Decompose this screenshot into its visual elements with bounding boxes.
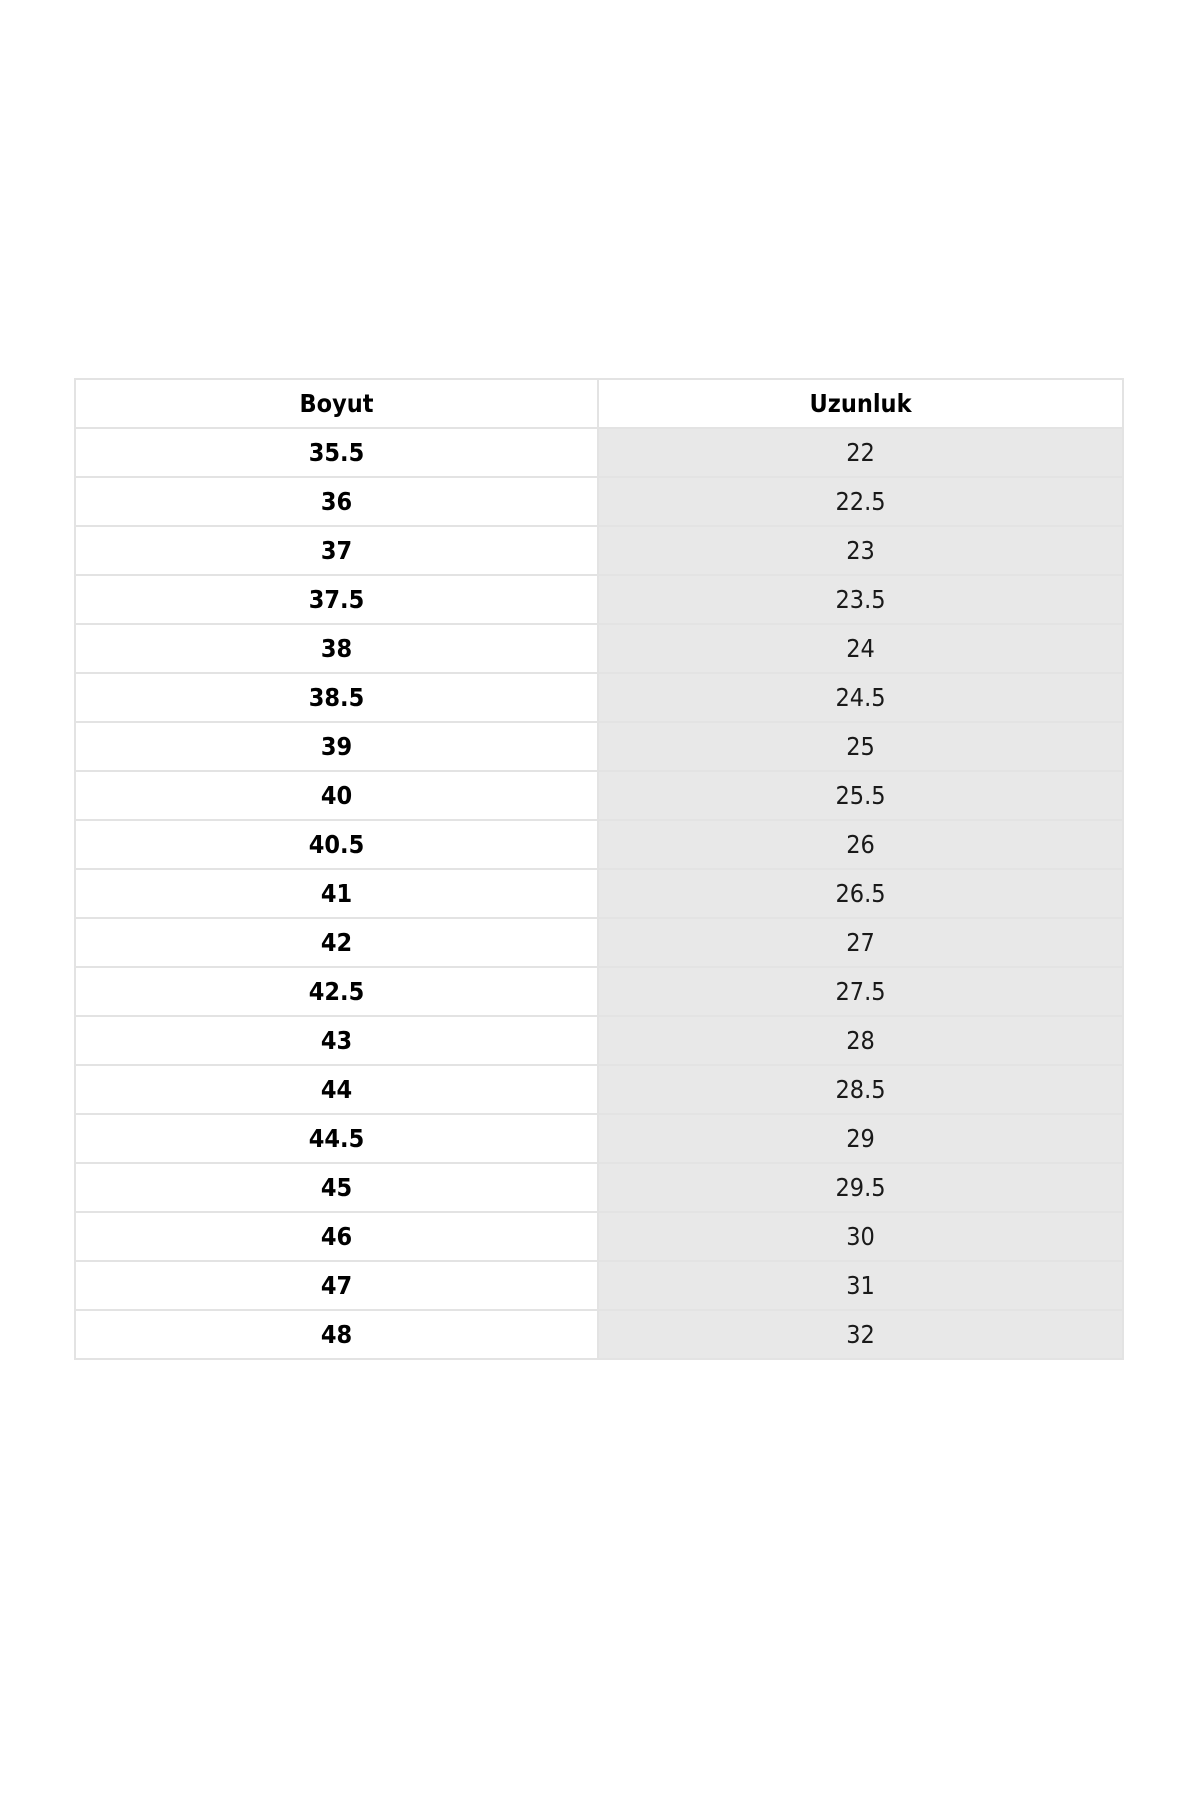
length-cell: 32 <box>598 1310 1123 1359</box>
table-row <box>75 771 1123 820</box>
length-cell: 26 <box>598 820 1123 869</box>
length-cell: 31 <box>598 1261 1123 1310</box>
table-row <box>75 918 1123 967</box>
length-cell: 30 <box>598 1212 1123 1261</box>
length-cell: 22.5 <box>598 477 1123 526</box>
size-cell: 45 <box>75 1163 598 1212</box>
size-cell: 36 <box>75 477 598 526</box>
length-cell: 23.5 <box>598 575 1123 624</box>
size-cell: 43 <box>75 1016 598 1065</box>
size-cell: 48 <box>75 1310 598 1359</box>
length-cell: 26.5 <box>598 869 1123 918</box>
table-row <box>75 722 1123 771</box>
table-row <box>75 673 1123 722</box>
size-cell: 42 <box>75 918 598 967</box>
size-cell: 46 <box>75 1212 598 1261</box>
size-cell: 37 <box>75 526 598 575</box>
size-cell: 40 <box>75 771 598 820</box>
size-cell: 42.5 <box>75 967 598 1016</box>
table-row <box>75 820 1123 869</box>
length-cell: 25 <box>598 722 1123 771</box>
length-cell: 22 <box>598 428 1123 477</box>
length-cell: 24 <box>598 624 1123 673</box>
size-cell: 37.5 <box>75 575 598 624</box>
table-row <box>75 575 1123 624</box>
table-row <box>75 1212 1123 1261</box>
table-row <box>75 1065 1123 1114</box>
length-cell: 29 <box>598 1114 1123 1163</box>
table-row <box>75 1163 1123 1212</box>
table-row <box>75 869 1123 918</box>
table-row <box>75 967 1123 1016</box>
table-row <box>75 1114 1123 1163</box>
table-row <box>75 526 1123 575</box>
size-cell: 40.5 <box>75 820 598 869</box>
length-cell: 24.5 <box>598 673 1123 722</box>
header-length: Uzunluk <box>598 379 1123 428</box>
length-cell: 25.5 <box>598 771 1123 820</box>
length-cell: 23 <box>598 526 1123 575</box>
table-row <box>75 1016 1123 1065</box>
table-row <box>75 1310 1123 1359</box>
table-row <box>75 624 1123 673</box>
header-row <box>75 379 1123 428</box>
size-cell: 38.5 <box>75 673 598 722</box>
length-cell: 29.5 <box>598 1163 1123 1212</box>
length-cell: 28.5 <box>598 1065 1123 1114</box>
length-cell: 28 <box>598 1016 1123 1065</box>
size-cell: 38 <box>75 624 598 673</box>
table-row <box>75 428 1123 477</box>
table-row <box>75 477 1123 526</box>
table-row <box>75 1261 1123 1310</box>
size-cell: 39 <box>75 722 598 771</box>
size-chart-header <box>75 379 1123 428</box>
size-cell: 41 <box>75 869 598 918</box>
size-chart-body <box>75 428 1123 1359</box>
length-cell: 27.5 <box>598 967 1123 1016</box>
header-size: Boyut <box>75 379 598 428</box>
size-cell: 44.5 <box>75 1114 598 1163</box>
size-cell: 47 <box>75 1261 598 1310</box>
size-cell: 44 <box>75 1065 598 1114</box>
length-cell: 27 <box>598 918 1123 967</box>
size-chart-table <box>74 378 1124 1360</box>
size-cell: 35.5 <box>75 428 598 477</box>
